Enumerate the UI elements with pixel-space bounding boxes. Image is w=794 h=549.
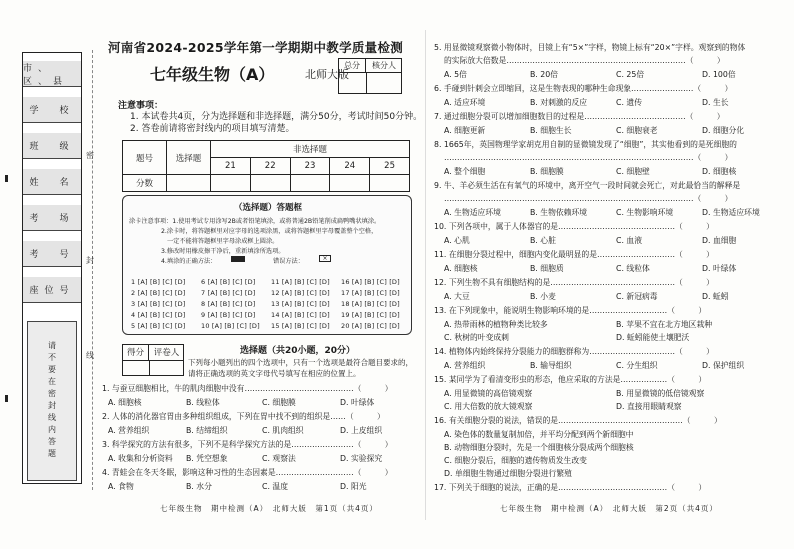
answer-bubble-row[interactable]: 4 [A] [B] [C] [D]	[131, 311, 186, 319]
option: D. 单细胞生物通过细胞分裂进行繁殖	[444, 469, 572, 478]
option: A. 适应环境	[444, 98, 486, 107]
option: C. 生物影响环境	[616, 208, 674, 217]
edition-label: 北师大版	[305, 68, 349, 81]
notes-head: 注意事项：	[118, 101, 164, 111]
option: D. 生长	[702, 98, 729, 107]
answer-bubble-row[interactable]: 12 [A] [B] [C] [D]	[271, 289, 330, 297]
option: B. 线粒体	[186, 398, 220, 407]
option: B. 动物细胞分裂时，先是一个细胞核分裂成两个细胞核	[444, 443, 634, 452]
option: C. 温度	[262, 482, 288, 491]
answer-bubble-row[interactable]: 16 [A] [B] [C] [D]	[341, 278, 400, 286]
option: C. 细胞膜	[262, 398, 296, 407]
question-5-cont: 的实际放大倍数是……………………………………………………………（ ）	[444, 56, 725, 65]
answer-instruction: 3.修改时用橡皮擦干净后，重新填涂所选项。	[161, 248, 285, 255]
grade-head-choice: 选择题	[167, 141, 211, 175]
option: C. 细胞壁	[616, 167, 650, 176]
option: C. 细胞衰老	[616, 126, 658, 135]
answer-bubble-row[interactable]: 10 [A] [B] [C] [D]	[201, 322, 260, 330]
question-12: 12. 下列生物不具有细胞结构的是…………………………………………（ ）	[434, 278, 714, 287]
option: B. 细胞生长	[530, 126, 572, 135]
option: B. 结缔组织	[186, 426, 228, 435]
seal-char-1: 密	[86, 151, 94, 160]
seal-char-2: 封	[86, 256, 94, 265]
grade-score-cell[interactable]	[370, 175, 410, 192]
option: A. 整个细胞	[444, 167, 486, 176]
section-instruction: 下列每小题列出的四个选项中，只有一个选项是最符合题目要求的，	[188, 358, 413, 367]
option: A. 细胞核	[108, 398, 142, 407]
total-score-head: 总分	[339, 59, 366, 73]
section-title: 选择题（共20小题，20分）	[240, 346, 356, 356]
option: A. 热带雨林的植物种类比较多	[444, 320, 548, 329]
answer-bubble-row[interactable]: 3 [A] [B] [C] [D]	[131, 300, 186, 308]
grade-num: 22	[250, 158, 290, 175]
section-score-box	[122, 344, 184, 376]
option: A. 细胞核	[444, 264, 478, 273]
note-item: 2. 答卷前请将密封线内的项目填写清楚。	[130, 124, 295, 134]
total-score-box	[338, 58, 402, 94]
option: A. 染色体的数量复制加倍，并平均分配到两个新细胞中	[444, 430, 634, 439]
correct-fill-sample	[231, 256, 245, 262]
question-10: 10. 下列各项中，属于人体器官的是………………………………………（ ）	[434, 222, 714, 231]
answer-bubble-row[interactable]: 6 [A] [B] [C] [D]	[201, 278, 256, 286]
grade-score-label: 分数	[123, 175, 167, 192]
binding-field-room: 考 场	[23, 205, 81, 231]
grade-num: 24	[330, 158, 370, 175]
option: D. 叶绿体	[702, 264, 737, 273]
wrong-fill-sample: ×	[319, 255, 331, 262]
left-page	[100, 0, 423, 549]
seal-char-3: 线	[86, 351, 94, 360]
question-16: 16. 有关细胞分裂的说法，错误的是…………………………………………（ ）	[434, 416, 722, 425]
option: B. 生物依赖环境	[530, 208, 588, 217]
question-11: 11. 在细胞分裂过程中，细胞内变化最明显的是…………………………（ ）	[434, 250, 714, 259]
binding-field-exam-number: 考 号	[23, 241, 81, 267]
answer-bubble-row[interactable]: 7 [A] [B] [C] [D]	[201, 289, 256, 297]
option: C. 遗传	[616, 98, 642, 107]
answer-bubble-row[interactable]: 19 [A] [B] [C] [D]	[341, 311, 400, 319]
option: A. 营养组织	[108, 426, 150, 435]
question-17: 17. 下列关于细胞的说法，正确的是……………………………………（ ）	[434, 483, 707, 492]
answer-bubble-row[interactable]: 18 [A] [B] [C] [D]	[341, 300, 400, 308]
option: D. 直接用眼睛观察	[616, 402, 682, 411]
answer-bubble-row[interactable]: 13 [A] [B] [C] [D]	[271, 300, 330, 308]
question-14: 14. 植物体内始终保持分裂能力的细胞群称为……………………………（ ）	[434, 347, 714, 356]
option: D. 叶绿体	[340, 398, 375, 407]
answer-bubble-row[interactable]: 20 [A] [B] [C] [D]	[341, 322, 400, 330]
answer-instruction: 错误方法：	[273, 258, 304, 265]
question-9-cont: ……………………………………………………………………………………（ ）	[444, 194, 733, 203]
answer-card-title: （选择题）答题框	[233, 203, 302, 213]
grade-score-cell[interactable]	[250, 175, 290, 192]
question-6: 6. 手碰到针刺会立即缩回，这是生物表现的哪种生命现象……………………（ ）	[434, 84, 733, 93]
option: D. 蚯蚓能使土壤肥沃	[616, 333, 690, 342]
grade-head-nonchoice: 非选择题	[211, 141, 410, 158]
option: B. 小麦	[530, 292, 556, 301]
option: B. 水分	[186, 482, 212, 491]
seal-dashed-line	[92, 50, 93, 490]
option: A. 细胞更新	[444, 126, 486, 135]
option: D. 血细胞	[702, 236, 737, 245]
answer-bubble-row[interactable]: 15 [A] [B] [C] [D]	[271, 322, 330, 330]
question-7: 7. 通过细胞分裂可以增加细胞数目的过程是…………………………………（ ）	[434, 112, 725, 121]
option: C. 肌肉组织	[262, 426, 304, 435]
option: D. 上皮组织	[340, 426, 383, 435]
section-instruction: 请将正确选项的英文字母代号填写在相应的位置上。	[188, 369, 361, 378]
question-8: 8. 1665年，英国物理学家胡克用自制的显微镜发现了“细胞”，其实他看到的是死细胞的	[434, 140, 737, 149]
question-2: 2. 人体的消化器官胃由多种组织组成，下列在胃中找不到的组织是……（ ）	[102, 412, 385, 421]
option: D. 细胞分化	[702, 126, 745, 135]
grade-table	[122, 140, 410, 192]
page-footer-2: 七年级生物 期中检测（A） 北师大版 第2页（共4页）	[500, 504, 718, 513]
option: C. 线粒体	[616, 264, 650, 273]
question-13: 13. 在下列现象中，能说明生物影响环境的是…………………………（ ）	[434, 306, 707, 315]
grade-score-cell[interactable]	[211, 175, 251, 192]
answer-instruction: 一定不能将答题框里字母涂成框上圆涂。	[167, 238, 279, 245]
option: B. 用显微镜的低倍镜观察	[616, 389, 705, 398]
option: D. 细胞核	[702, 167, 737, 176]
binding-strip	[22, 52, 82, 484]
question-1: 1. 与蚕豆细胞相比，牛的肌肉细胞中没有……………………………………（ ）	[102, 384, 393, 393]
question-9: 9. 牛、羊必须生活在有氧气的环境中，离开空气一段时间就会死亡，对此最恰当的解释是	[434, 181, 741, 190]
binding-field-district: 市、区、县	[23, 61, 81, 87]
grade-num: 21	[211, 158, 251, 175]
option: D. 生物适应环境	[702, 208, 760, 217]
answer-bubble-row[interactable]: 9 [A] [B] [C] [D]	[201, 311, 256, 319]
question-4: 4. 青蛙会在冬天冬眠，影响这种习性的生态因素是…………………………（ ）	[102, 468, 393, 477]
binding-note: 请不要在密封线内答题	[27, 321, 77, 481]
scan-mark	[5, 395, 8, 402]
option: D. 保护组织	[702, 361, 745, 370]
grade-score-cell[interactable]	[290, 175, 330, 192]
option: D. 阳光	[340, 482, 367, 491]
option: C. 血液	[616, 236, 642, 245]
answer-instruction: 4.填涂的正确方法：	[161, 258, 217, 265]
answer-bubble-row[interactable]: 2 [A] [B] [C] [D]	[131, 289, 186, 297]
option: D. 100倍	[702, 70, 736, 79]
option: B. 细胞质	[530, 264, 564, 273]
option: A. 营养组织	[444, 361, 486, 370]
answer-bubble-row[interactable]: 14 [A] [B] [C] [D]	[271, 311, 330, 319]
answer-instruction: 2.涂卡时，将答题框里对应字母的选项涂黑，或将答题框里字母覆盖整个空格，	[161, 228, 378, 235]
section-grader-head: 评卷人	[149, 345, 184, 361]
option: B. 输导组织	[530, 361, 572, 370]
answer-bubble-row[interactable]: 1 [A] [B] [C] [D]	[131, 278, 186, 286]
option: B. 细胞膜	[530, 167, 564, 176]
question-5: 5. 用显微镜观察微小物体时，目镜上有“5×”字样，物镜上标有“20×”字样。观察到的物体	[434, 43, 746, 52]
question-3: 3. 科学探究的方法有很多，下列不是科学探究方法的是……………………（ ）	[102, 440, 393, 449]
grade-num: 23	[290, 158, 330, 175]
option: A. 食物	[108, 482, 134, 491]
option: A. 大豆	[444, 292, 470, 301]
option: D. 实验探究	[340, 454, 383, 463]
option: B. 凭空想象	[186, 454, 228, 463]
binding-field-name: 姓 名	[23, 169, 81, 195]
answer-bubble-row[interactable]: 8 [A] [B] [C] [D]	[201, 300, 256, 308]
option: A. 生物适应环境	[444, 208, 501, 217]
option: C. 观察法	[262, 454, 296, 463]
scan-mark	[5, 175, 8, 182]
binding-field-seat: 座位号	[23, 277, 81, 303]
answer-bubble-row[interactable]: 11 [A] [B] [C] [D]	[271, 278, 330, 286]
option: A. 心肌	[444, 236, 470, 245]
grade-score-cell[interactable]	[330, 175, 370, 192]
answer-card	[122, 195, 412, 335]
question-8-cont: ……………………………………………………………………………………（ ）	[444, 153, 733, 162]
grade-head-number: 题号	[123, 141, 167, 175]
checker-head: 核分人	[366, 59, 402, 73]
binding-field-class: 班 级	[23, 133, 81, 159]
binding-field-school: 学 校	[23, 97, 81, 123]
option: C. 分生组织	[616, 361, 658, 370]
option: B. 对刺激的反应	[530, 98, 588, 107]
option: B. 苹果不宜在北方地区栽种	[616, 320, 713, 329]
grade-score-cell[interactable]	[167, 175, 211, 192]
answer-instruction: 涂卡注意事项：1.使用考试专用涂写2B或者铅笔填涂，或将普通2B铅笔削成扁鸭嘴状填涂。	[129, 218, 381, 225]
option: A. 收集和分析资料	[108, 454, 173, 463]
answer-bubble-row[interactable]: 5 [A] [B] [C] [D]	[131, 322, 186, 330]
page-footer-1: 七年级生物 期中检测（A） 北师大版 第1页（共4页）	[160, 504, 378, 513]
exam-title: 河南省2024-2025学年第一学期期中教学质量检测	[108, 40, 404, 55]
subject-title: 七年级生物（A）	[150, 65, 275, 84]
option: B. 20倍	[530, 70, 559, 79]
note-item: 1. 本试卷共4页，分为选择题和非选择题，满分50分，考试时间50分钟。	[130, 112, 423, 122]
option: A. 5倍	[444, 70, 467, 79]
right-page	[420, 0, 794, 549]
option: C. 秋树的叶变成刺	[444, 333, 509, 342]
option: C. 细胞分裂后，细胞的遗传物质发生改变	[444, 456, 587, 465]
option: A. 用显微镜的高倍镜观察	[444, 389, 533, 398]
grade-num: 25	[370, 158, 410, 175]
option: B. 心脏	[530, 236, 556, 245]
question-15: 15. 某同学为了看清变形虫的形态，他应采取的方法是………………（ ）	[434, 375, 707, 384]
section-score-head: 得分	[123, 345, 149, 361]
option: C. 新冠病毒	[616, 292, 658, 301]
option: C. 用大倍数的放大镜观察	[444, 402, 533, 411]
option: D. 蚯蚓	[702, 292, 729, 301]
option: C. 25倍	[616, 70, 645, 79]
answer-bubble-row[interactable]: 17 [A] [B] [C] [D]	[341, 289, 400, 297]
